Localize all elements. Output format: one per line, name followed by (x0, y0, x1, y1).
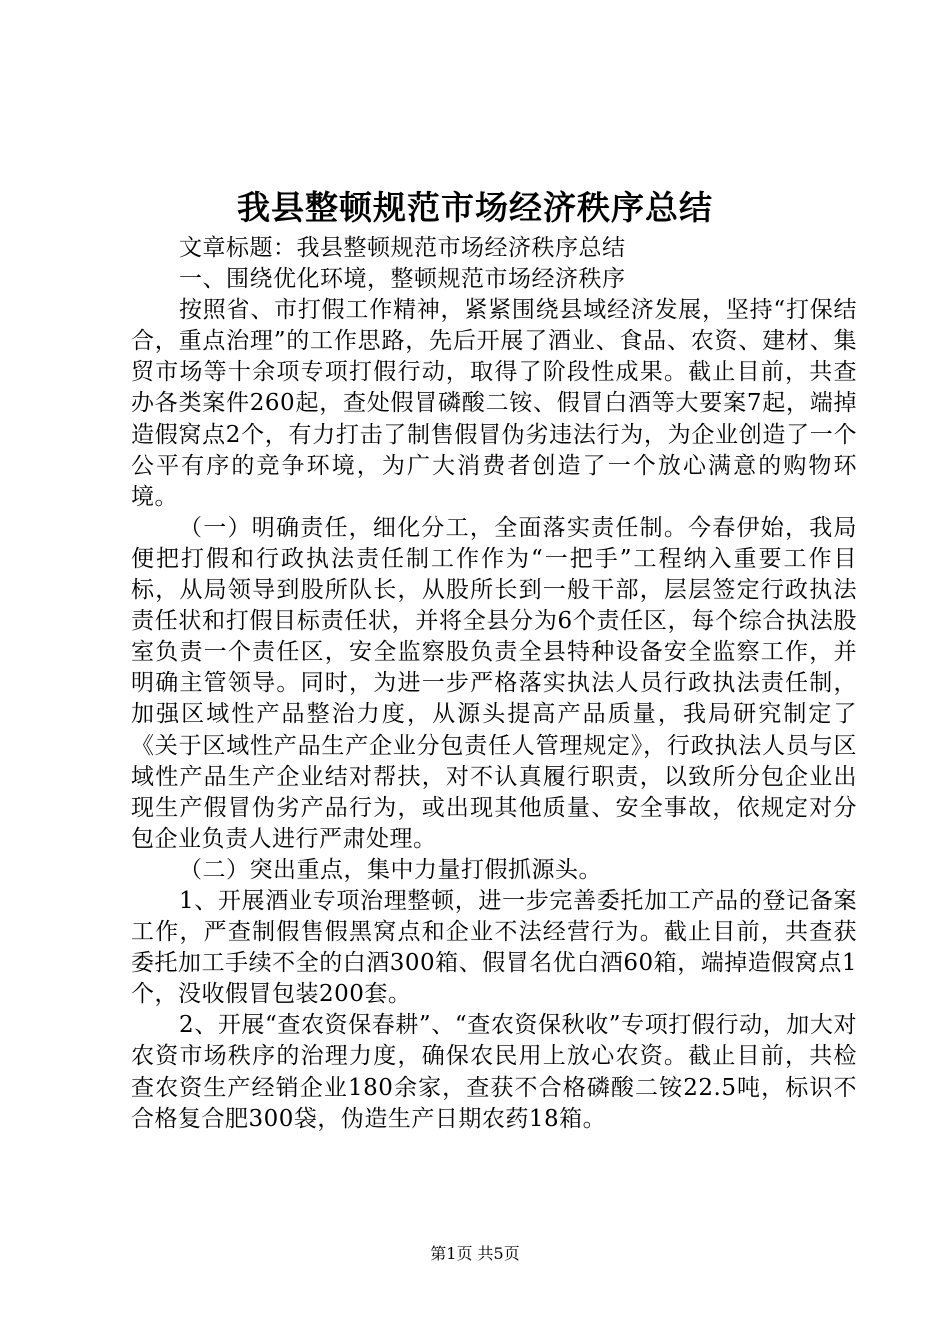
subsection-heading: （二）突出重点，集中力量打假抓源头。 (179, 856, 602, 883)
paragraph: 按照省、市打假工作精神，紧紧围绕县域经济发展，坚持“打保结合，重点治理”的工作思路，先后开展了酒业、食品、农资、建材、集贸市场等十余项专项打假行动，取得了阶段性成果。截止目前，共查办各类案件260起，查处假冒磷酸二铵、假冒白酒等大要案7起，端掉造假窝点2个，有力打击了制售假冒伪劣违法行为，为企业创造了一个公平有序的竞争环境，为广大消费者创造了一个放心满意的购物环境。 (131, 297, 857, 510)
document-body (131, 233, 857, 1135)
paragraph: 2、开展“查农资保春耕”、“查农资保秋收”专项打假行动，加大对农资市场秩序的治理力度，确保农民用上放心农资。截止目前，共检查农资生产经销企业180余家，查获不合格磷酸二铵22.5吨，标识不合格复合肥300袋，伪造生产日期农药18箱。 (131, 1012, 857, 1132)
section-heading: 一、围绕优化环境，整顿规范市场经济秩序 (179, 266, 626, 293)
page-footer: 第1页 共5页 (430, 1244, 520, 1263)
paragraph: 1、开展酒业专项治理整顿，进一步完善委托加工产品的登记备案工作，严查制假售假黑窝点和企业不法经营行为。截止目前，共查获委托加工手续不全的白酒300箱、假冒名优白酒60箱，端掉造假窝点1个，没收假冒包装200套。 (131, 887, 857, 1008)
document-title: 我县整顿规范市场经济秩序总结 (237, 188, 713, 227)
article-title-line: 文章标题：我县整顿规范市场经济秩序总结 (179, 235, 626, 261)
paragraph: （一）明确责任，细化分工，全面落实责任制。今春伊始，我局便把打假和行政执法责任制工作作为“一把手”工程纳入重要工作目标，从局领导到股所队长，从股所长到一般干部，层层签定行政执法责任状和打假目标责任状，并将全县分为6个责任区，每个综合执法股室负责一个责任区，安全监察股负责全县特种设备安全监察工作，并明确主管领导。同时，为进一步严格落实执法人员行政执法责任制，加强区域性产品整治力度，从源头提高产品质量，我局研究制定了《关于区域性产品生产企业分包责任人管理规定》，行政执法人员与区域性产品生产企业结对帮扶，对不认真履行职责，以致所分包企业出现生产假冒伪劣产品行为，或出现其他质量、安全事故，依规定对分包企业负责人进行严肃处理。 (131, 514, 857, 852)
